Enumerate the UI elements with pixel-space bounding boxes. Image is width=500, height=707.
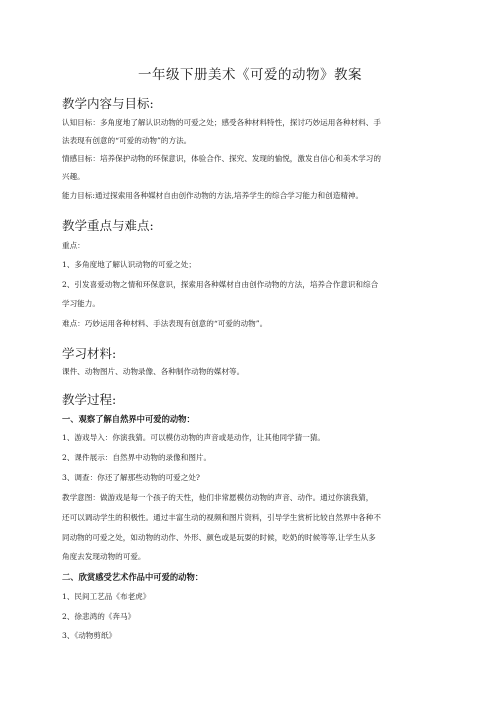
section-heading-keypoints: 教学重点与难点:	[62, 218, 154, 233]
paragraph-line: 学习能力。	[62, 299, 100, 308]
paragraph-line: 1、游戏导入：你演我猜。可以模仿动物的声音或是动作，让其他同学猜一猜。	[62, 433, 326, 442]
paragraph-line: 情感目标：培养保护动物的环保意识，体验合作、探究、发现的愉悦，激发自信心和美术学习的	[62, 154, 381, 163]
paragraph-line: 课件、动物图片、动物录像、各种制作动物的媒材等。	[62, 367, 245, 376]
section-heading-materials: 学习材料:	[62, 346, 117, 361]
paragraph-line: 角度去发现动物的可爱。	[62, 552, 146, 561]
paragraph-line: 教学意图：做游戏是每一个孩子的天性，他们非常愿模仿动物的声音、动作。通过你演我猜，	[62, 493, 374, 502]
paragraph-line: 同动物的可爱之处，如动物的动作、外形、颜色或是玩耍的时候，吃奶的时候等等,让学生从多	[62, 533, 376, 542]
paragraph-line: 难点：巧妙运用各种材料、手法表现有创意的“可爱的动物”。	[62, 319, 268, 328]
paragraph-line: 兴趣。	[62, 172, 85, 181]
paragraph-line: 重点：	[62, 241, 85, 250]
paragraph-line: 2、课件展示：自然界中动物的录像和图片。	[62, 453, 212, 462]
paragraph-line: 2、引发喜爱动物之情和环保意识，探索用各种媒材自由创作动物的方法，培养合作意识和综合	[62, 280, 379, 289]
section-heading-goals: 教学内容与目标:	[62, 96, 154, 111]
section-heading-process: 教学过程:	[62, 392, 117, 407]
subsection-heading: 二、欣赏感受艺术作品中可爱的动物：	[62, 572, 204, 582]
subsection-heading: 一、观察了解自然界中可爱的动物：	[62, 414, 195, 424]
paragraph-line: 1、民间工艺品《布老虎》	[62, 592, 151, 601]
paragraph-line: 认知目标：多角度地了解认识动物的可爱之处；感受各种材料特性，探讨巧妙运用各种材料、手	[62, 118, 381, 127]
document-title: 一年级下册美术《可爱的动物》教案	[138, 67, 362, 83]
paragraph-line: 2、徐悲鸿的《奔马》	[62, 612, 136, 621]
paragraph-line: 还可以调动学生的积极性。通过丰富生动的视频和图片资料，引导学生赏析比较自然界中各种不	[62, 513, 381, 522]
paragraph-line: 能力目标:通过探索用各种媒材自由创作动物的方法,培养学生的综合学习能力和创造精神。	[62, 191, 364, 200]
paragraph-line: 3、《动物剪纸》	[62, 631, 117, 640]
paragraph-line: 法表现有创意的“可爱的动物”的方法。	[62, 136, 192, 145]
paragraph-line: 3、调查：你还了解那些动物的可爱之处?	[62, 473, 200, 482]
paragraph-line: 1、多角度地了解认识动物的可爱之处；	[62, 260, 196, 269]
